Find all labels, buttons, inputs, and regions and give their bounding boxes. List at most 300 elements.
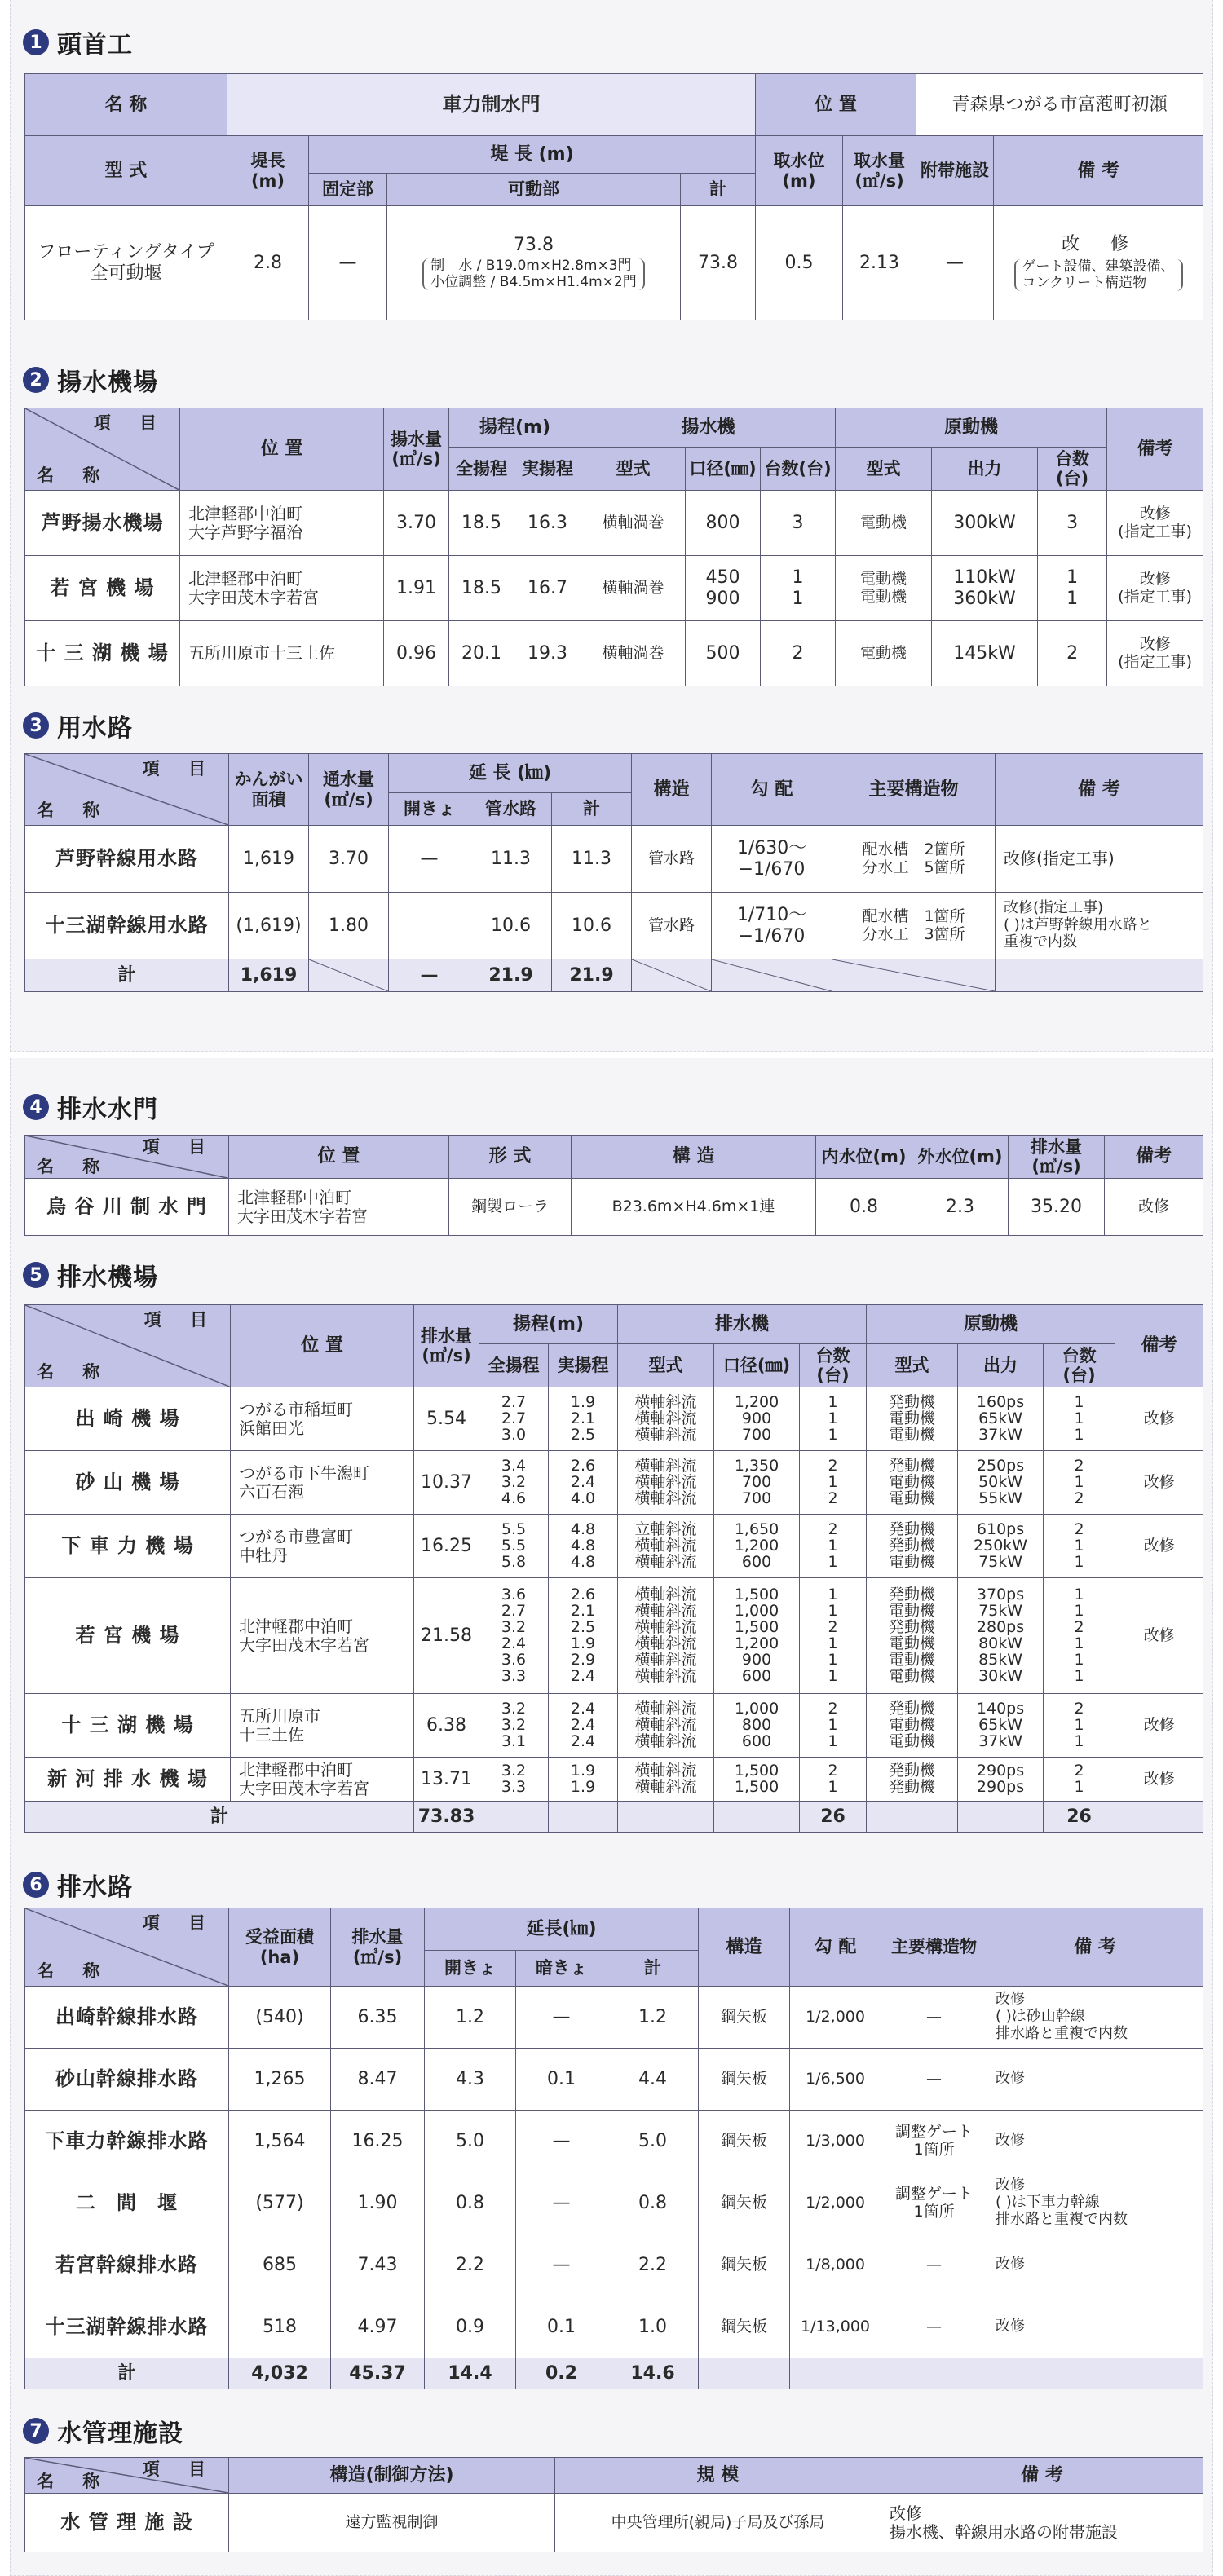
pump-type: 横軸斜流 横軸斜流 横軸斜流 横軸斜流 横軸斜流 横軸斜流 xyxy=(618,1578,714,1694)
total-total: 14.6 xyxy=(607,2358,699,2389)
header-volume: 揚水量 (㎥/s) xyxy=(384,408,449,491)
header-length: 延長(㎞) xyxy=(425,1908,699,1951)
station-name: 芦野揚水機場 xyxy=(25,491,180,556)
name-label: 名 称 xyxy=(37,800,112,820)
remarks: 改修 xyxy=(1115,1451,1203,1515)
full-head: 3.6 2.7 3.2 2.4 3.6 3.3 xyxy=(479,1578,549,1694)
volume: 13.71 xyxy=(414,1758,479,1802)
header-remarks: 備考 xyxy=(1115,1305,1203,1387)
pumping-station-table xyxy=(24,408,1203,686)
item-label: 項 目 xyxy=(142,2459,217,2479)
slope: 1/13,000 xyxy=(790,2296,881,2358)
table-row xyxy=(25,556,1203,621)
table-row xyxy=(25,2296,1203,2358)
output: 160ps 65kW 37kW xyxy=(958,1387,1044,1451)
actual-head: 2.4 2.4 2.4 xyxy=(549,1694,618,1758)
header-location: 位 置 xyxy=(756,74,916,136)
header-pump-type: 型式 xyxy=(618,1344,714,1387)
table-row xyxy=(25,893,1203,959)
drain: 1.90 xyxy=(331,2172,425,2234)
structure: 管水路 xyxy=(632,826,712,893)
remarks: 改修 xyxy=(1115,1694,1203,1758)
name-label: 名 称 xyxy=(37,1157,112,1177)
station-location: 五所川原市十三土佐 xyxy=(180,621,384,686)
water-management-table xyxy=(24,2457,1203,2552)
open: 4.3 xyxy=(425,2049,516,2111)
total-area: 1,619 xyxy=(229,959,309,992)
count: 2 1 2 xyxy=(800,1451,867,1515)
total: 0.8 xyxy=(607,2172,699,2234)
engine-count: 2 1 2 xyxy=(1044,1451,1115,1515)
station-name: 若 宮 機 場 xyxy=(25,1578,231,1694)
header-length: 堤 長 (m) xyxy=(309,136,756,174)
actual-head: 2.6 2.4 4.0 xyxy=(549,1451,618,1515)
facility-name: 水 管 理 施 設 xyxy=(25,2494,229,2552)
station-name: 出 崎 機 場 xyxy=(25,1387,231,1451)
total-open: — xyxy=(389,959,470,992)
header-slope: 勾 配 xyxy=(790,1908,881,1987)
volume: 0.96 xyxy=(384,621,449,686)
station-location: 五所川原市 十三土佐 xyxy=(231,1694,414,1758)
open: 2.2 xyxy=(425,2234,516,2296)
total: 4.4 xyxy=(607,2049,699,2111)
output: 300kW xyxy=(932,491,1038,556)
fixed-value: — xyxy=(309,206,387,320)
output: 370ps 75kW 280ps 80kW 85kW 30kW xyxy=(958,1578,1044,1694)
closed: — xyxy=(516,2111,607,2172)
header-facility: 附帯施設 xyxy=(916,136,994,206)
flow: 3.70 xyxy=(309,826,389,893)
diameter: 800 xyxy=(686,491,761,556)
pipe: 11.3 xyxy=(470,826,552,893)
count: 2 1 1 xyxy=(800,1694,867,1758)
table-row xyxy=(25,1694,1203,1758)
diagonal-line xyxy=(309,959,388,991)
header-area: 受益面積 (ha) xyxy=(229,1908,331,1987)
length-total-value: 73.8 xyxy=(681,206,756,320)
remarks: 改修(指定工事) xyxy=(996,826,1203,893)
headworks-location: 青森県つがる市富萢町初瀬 xyxy=(916,74,1203,136)
table-row xyxy=(25,1578,1203,1694)
pump-type: 横軸斜流 横軸斜流 xyxy=(618,1758,714,1802)
total-closed: 0.2 xyxy=(516,2358,607,2389)
engine-count: 3 xyxy=(1038,491,1107,556)
header-type: 型 式 xyxy=(25,136,227,206)
remarks: 改修 xyxy=(987,2049,1203,2111)
engine-type: 発動機 電動機 発動機 電動機 電動機 電動機 xyxy=(867,1578,958,1694)
drain: 4.97 xyxy=(331,2296,425,2358)
empty-cell xyxy=(790,2358,881,2389)
header-drain: 排水量 (㎥/s) xyxy=(331,1908,425,1987)
canal-name: 下車力幹線排水路 xyxy=(25,2111,229,2172)
movable-cell xyxy=(387,206,681,320)
count: 3 xyxy=(761,491,836,556)
header-open: 開きょ xyxy=(425,1951,516,1987)
section-1-header xyxy=(23,24,133,60)
engine-count: 2 xyxy=(1038,621,1107,686)
inner-level: 0.8 xyxy=(816,1179,912,1236)
remarks-detail: ゲート設備、建築設備、 コンクリート構造物 xyxy=(1014,259,1183,291)
station-location: つがる市豊富町 中牡丹 xyxy=(231,1515,414,1578)
main-structures: — xyxy=(881,2296,987,2358)
full-head: 18.5 xyxy=(449,491,514,556)
slope: 1/630～ −1/670 xyxy=(712,826,832,893)
item-name-header xyxy=(25,1908,229,1987)
actual-head: 16.3 xyxy=(514,491,581,556)
table-row xyxy=(25,1451,1203,1515)
total: 5.0 xyxy=(607,2111,699,2172)
structure: 鋼矢板 xyxy=(699,2049,790,2111)
header-scale: 規 模 xyxy=(555,2458,881,2494)
full-head: 5.5 5.5 5.8 xyxy=(479,1515,549,1578)
remarks: 改修 xyxy=(987,2234,1203,2296)
irrigation-canal-table xyxy=(24,753,1203,992)
total-label: 計 xyxy=(25,1802,414,1833)
drain: 8.47 xyxy=(331,2049,425,2111)
drain-volume: 35.20 xyxy=(1009,1179,1105,1236)
pump-type: 横軸斜流 横軸斜流 横軸斜流 xyxy=(618,1694,714,1758)
empty-cell xyxy=(549,1802,618,1833)
total-engine-count: 26 xyxy=(1044,1802,1115,1833)
header-engine-count: 台数(台) xyxy=(1044,1344,1115,1387)
main-structures: 配水槽 1箇所 分水工 3箇所 xyxy=(832,893,996,959)
movable-detail xyxy=(422,258,644,290)
open: 5.0 xyxy=(425,2111,516,2172)
structure: 鋼矢板 xyxy=(699,2296,790,2358)
type-value: フローティングタイプ 全可動堰 xyxy=(25,206,227,320)
section-number: 5 xyxy=(23,1262,49,1288)
table-row xyxy=(25,1515,1203,1578)
header-location: 位 置 xyxy=(231,1305,414,1387)
table-row xyxy=(25,2494,1203,2552)
structure: 鋼矢板 xyxy=(699,1987,790,2049)
section-title: 排水水門 xyxy=(57,1096,158,1124)
station-name: 若 宮 機 場 xyxy=(25,556,180,621)
pump-type: 横軸渦巻 xyxy=(581,491,686,556)
slope: 1/6,500 xyxy=(790,2049,881,2111)
header-open: 開きょ xyxy=(389,793,470,826)
canal-name: 出崎幹線排水路 xyxy=(25,1987,229,2049)
total-label: 計 xyxy=(25,959,229,992)
empty-cell xyxy=(699,2358,790,2389)
item-name-header xyxy=(25,754,229,826)
table-row xyxy=(25,2111,1203,2172)
facility-value: — xyxy=(916,206,994,320)
empty-cell xyxy=(309,959,389,992)
closed: — xyxy=(516,1987,607,2049)
header-main-structures: 主要構造物 xyxy=(881,1908,987,1987)
item-label: 項 目 xyxy=(142,759,217,779)
header-pipe: 管水路 xyxy=(470,793,552,826)
station-name: 砂 山 機 場 xyxy=(25,1451,231,1515)
gate-location: 北津軽郡中泊町 大字田茂木字若宮 xyxy=(229,1179,449,1236)
full-head: 20.1 xyxy=(449,621,514,686)
flow: 1.80 xyxy=(309,893,389,959)
main-structures: 調整ゲート 1箇所 xyxy=(881,2172,987,2234)
slope: 1/3,000 xyxy=(790,2111,881,2172)
empty-cell xyxy=(632,959,712,992)
item-label: 項 目 xyxy=(142,1913,217,1933)
drainage-gate-table xyxy=(24,1135,1203,1236)
actual-head: 1.9 2.1 2.5 xyxy=(549,1387,618,1451)
header-main-structures: 主要構造物 xyxy=(832,754,996,826)
pipe: 10.6 xyxy=(470,893,552,959)
closed: 0.1 xyxy=(516,2296,607,2358)
volume: 6.38 xyxy=(414,1694,479,1758)
area: 1,564 xyxy=(229,2111,331,2172)
canal-name: 二 間 堰 xyxy=(25,2172,229,2234)
engine-type: 電動機 電動機 xyxy=(836,556,932,621)
area: (1,619) xyxy=(229,893,309,959)
item-label: 項 目 xyxy=(142,1137,217,1157)
open: — xyxy=(389,826,470,893)
header-actual-head: 実揚程 xyxy=(514,448,581,491)
table-row xyxy=(25,2234,1203,2296)
header-length: 延 長 (㎞) xyxy=(389,754,632,793)
count: 1 1 xyxy=(761,556,836,621)
header-count: 台数(台) xyxy=(761,448,836,491)
volume: 3.70 xyxy=(384,491,449,556)
remarks: 改修 ( )は砂山幹線 排水路と重複で内数 xyxy=(987,1987,1203,2049)
structure: 鋼矢板 xyxy=(699,2172,790,2234)
slope: 1/8,000 xyxy=(790,2234,881,2296)
header-actual-head: 実揚程 xyxy=(549,1344,618,1387)
table-row xyxy=(25,621,1203,686)
slope: 1/710～ −1/670 xyxy=(712,893,832,959)
main-structures: — xyxy=(881,2234,987,2296)
empty-cell xyxy=(958,1802,1044,1833)
section-number: 3 xyxy=(23,712,49,739)
item-name-header xyxy=(25,408,180,491)
item-label: 項 目 xyxy=(143,1310,219,1330)
volume: 16.25 xyxy=(414,1515,479,1578)
total-row xyxy=(25,1802,1203,1833)
main-structures: 調整ゲート 1箇所 xyxy=(881,2111,987,2172)
total-volume: 73.83 xyxy=(414,1802,479,1833)
gate-name: 烏 谷 川 制 水 門 xyxy=(25,1179,229,1236)
header-structure: 構造(制御方法) xyxy=(229,2458,555,2494)
section-title: 用水路 xyxy=(57,714,133,743)
empty-cell xyxy=(714,1802,800,1833)
diagonal-line xyxy=(712,959,832,991)
total-drain: 45.37 xyxy=(331,2358,425,2389)
actual-head: 2.6 2.1 2.5 1.9 2.9 2.4 xyxy=(549,1578,618,1694)
full-head: 18.5 xyxy=(449,556,514,621)
header-structure: 構造 xyxy=(699,1908,790,1987)
empty-cell xyxy=(479,1802,549,1833)
engine-type: 電動機 xyxy=(836,491,932,556)
section-number: 1 xyxy=(23,29,49,55)
diameter: 1,500 1,000 1,500 1,200 900 600 xyxy=(714,1578,800,1694)
area: (540) xyxy=(229,1987,331,2049)
name-label: 名 称 xyxy=(37,1961,112,1981)
header-total: 計 xyxy=(607,1951,699,1987)
table-row xyxy=(25,2172,1203,2234)
pump-type: 横軸渦巻 xyxy=(581,556,686,621)
empty-cell xyxy=(618,1802,714,1833)
total: 10.6 xyxy=(552,893,632,959)
section-number: 4 xyxy=(23,1094,49,1120)
table-row xyxy=(25,2049,1203,2111)
total: 2.2 xyxy=(607,2234,699,2296)
slope: 1/2,000 xyxy=(790,2172,881,2234)
header-structure: 構造 xyxy=(632,754,712,826)
drainage-canal-table xyxy=(24,1908,1203,2389)
total: 11.3 xyxy=(552,826,632,893)
engine-type: 発動機 発動機 電動機 xyxy=(867,1515,958,1578)
diagonal-line xyxy=(832,959,995,991)
empty-cell xyxy=(867,1802,958,1833)
headworks-name: 車力制水門 xyxy=(227,74,756,136)
header-inner-level: 内水位(m) xyxy=(816,1136,912,1179)
closed: — xyxy=(516,2172,607,2234)
total: 1.2 xyxy=(607,1987,699,2049)
header-closed: 暗きょ xyxy=(516,1951,607,1987)
movable-total: 73.8 xyxy=(514,234,554,255)
area: 1,265 xyxy=(229,2049,331,2111)
header-engine: 原動機 xyxy=(867,1305,1115,1344)
diameter: 1,650 1,200 600 xyxy=(714,1515,800,1578)
volume: 1.91 xyxy=(384,556,449,621)
section-title: 揚水機場 xyxy=(57,368,158,397)
engine-type: 発動機 電動機 電動機 xyxy=(867,1387,958,1451)
area: 518 xyxy=(229,2296,331,2358)
header-pump-type: 型式 xyxy=(581,448,686,491)
section-3-header xyxy=(23,708,133,743)
header-fixed: 固定部 xyxy=(309,174,387,206)
structure: 管水路 xyxy=(632,893,712,959)
name-label: 名 称 xyxy=(37,1362,112,1383)
header-slope: 勾 配 xyxy=(712,754,832,826)
header-remarks: 備 考 xyxy=(987,1908,1203,1987)
count: 2 xyxy=(761,621,836,686)
table-row xyxy=(25,1179,1203,1236)
header-count: 台数(台) xyxy=(800,1344,867,1387)
remarks: 改修 ( )は下車力幹線 排水路と重複で内数 xyxy=(987,2172,1203,2234)
remarks-main: 改 修 xyxy=(1062,233,1136,254)
movable-detail-1: 制 水 / B19.0m×H2.8m×3門 xyxy=(430,258,632,275)
station-location: 北津軽郡中泊町 大字田茂木字若宮 xyxy=(231,1758,414,1802)
full-head: 2.7 2.7 3.0 xyxy=(479,1387,549,1451)
remarks: 改修 xyxy=(987,2296,1203,2358)
engine-count: 1 1 2 1 1 1 xyxy=(1044,1578,1115,1694)
engine-type: 発動機 電動機 電動機 xyxy=(867,1694,958,1758)
total-row xyxy=(25,959,1203,992)
full-head: 3.2 3.3 xyxy=(479,1758,549,1802)
name-label: 名 称 xyxy=(37,2471,112,2491)
station-name: 十 三 湖 機 場 xyxy=(25,621,180,686)
header-height: 堤長 (m) xyxy=(227,136,309,206)
output: 290ps 290ps xyxy=(958,1758,1044,1802)
header-intake-volume: 取水量 (㎥/s) xyxy=(843,136,916,206)
header-pump: 排水機 xyxy=(618,1305,867,1344)
main-structures: 配水槽 2箇所 分水工 5箇所 xyxy=(832,826,996,893)
station-name: 下 車 力 機 場 xyxy=(25,1515,231,1578)
closed: — xyxy=(516,2234,607,2296)
main-structures: — xyxy=(881,2049,987,2111)
total-label: 計 xyxy=(25,2358,229,2389)
header-pump: 揚水機 xyxy=(581,408,836,448)
item-label: 項 目 xyxy=(93,413,168,433)
count: 1 1 2 1 1 1 xyxy=(800,1578,867,1694)
headworks-table xyxy=(24,73,1203,320)
header-remarks: 備考 xyxy=(1107,408,1203,491)
count: 1 1 1 xyxy=(800,1387,867,1451)
engine-type: 発動機 電動機 電動機 xyxy=(867,1451,958,1515)
empty-cell xyxy=(712,959,832,992)
actual-head: 1.9 1.9 xyxy=(549,1758,618,1802)
output: 145kW xyxy=(932,621,1038,686)
total-area: 4,032 xyxy=(229,2358,331,2389)
engine-count: 1 1 xyxy=(1038,556,1107,621)
output: 110kW 360kW xyxy=(932,556,1038,621)
area: 685 xyxy=(229,2234,331,2296)
diagonal-line xyxy=(632,959,711,991)
remarks: 改修 xyxy=(987,2111,1203,2172)
section-6-header xyxy=(23,1867,133,1903)
height-value: 2.8 xyxy=(227,206,309,320)
header-area: かんがい 面積 xyxy=(229,754,309,826)
section-number: 7 xyxy=(23,2418,49,2444)
remarks: 改修 揚水機、幹線用水路の附帯施設 xyxy=(881,2494,1203,2552)
structure: 鋼矢板 xyxy=(699,2234,790,2296)
station-location: つがる市稲垣町 浜館田光 xyxy=(231,1387,414,1451)
main-structures: — xyxy=(881,1987,987,2049)
section-title: 頭首工 xyxy=(57,31,133,60)
pump-type: 横軸渦巻 xyxy=(581,621,686,686)
header-head: 揚程(m) xyxy=(449,408,581,448)
section-5-header xyxy=(23,1257,158,1293)
header-engine: 原動機 xyxy=(836,408,1107,448)
section-title: 排水路 xyxy=(57,1873,133,1902)
station-name: 新 河 排 水 機 場 xyxy=(25,1758,231,1802)
diameter: 1,000 800 600 xyxy=(714,1694,800,1758)
remarks: 改修 xyxy=(1115,1758,1203,1802)
header-outer-level: 外水位(m) xyxy=(912,1136,1009,1179)
station-location: 北津軽郡中泊町 大字田茂木字若宮 xyxy=(180,556,384,621)
pump-type: 横軸斜流 横軸斜流 横軸斜流 xyxy=(618,1451,714,1515)
diameter: 1,200 900 700 xyxy=(714,1387,800,1451)
total-total: 21.9 xyxy=(552,959,632,992)
full-head: 3.2 3.2 3.1 xyxy=(479,1694,549,1758)
table-row xyxy=(25,1987,1203,2049)
remarks: 改修 xyxy=(1105,1179,1203,1236)
remarks: 改修 xyxy=(1115,1515,1203,1578)
header-output: 出力 xyxy=(932,448,1038,491)
header-engine-type: 型式 xyxy=(867,1344,958,1387)
actual-head: 16.7 xyxy=(514,556,581,621)
drain: 6.35 xyxy=(331,1987,425,2049)
empty-cell xyxy=(832,959,996,992)
remarks: 改修 xyxy=(1115,1578,1203,1694)
diameter: 1,350 700 700 xyxy=(714,1451,800,1515)
name-label: 名 称 xyxy=(37,465,112,486)
header-engine-type: 型式 xyxy=(836,448,932,491)
canal-name: 芦野幹線用水路 xyxy=(25,826,229,893)
movable-detail-2: 小位調整 / B4.5m×H1.4m×2門 xyxy=(430,273,637,290)
section-number: 2 xyxy=(23,367,49,393)
area: (577) xyxy=(229,2172,331,2234)
header-diameter: 口径(㎜) xyxy=(714,1344,800,1387)
total-row xyxy=(25,2358,1203,2389)
header-diameter: 口径(㎜) xyxy=(686,448,761,491)
item-name-header xyxy=(25,1136,229,1179)
output: 610ps 250kW 75kW xyxy=(958,1515,1044,1578)
remarks: 改修 xyxy=(1115,1387,1203,1451)
header-full-head: 全揚程 xyxy=(479,1344,549,1387)
table-row xyxy=(25,1758,1203,1802)
actual-head: 19.3 xyxy=(514,621,581,686)
